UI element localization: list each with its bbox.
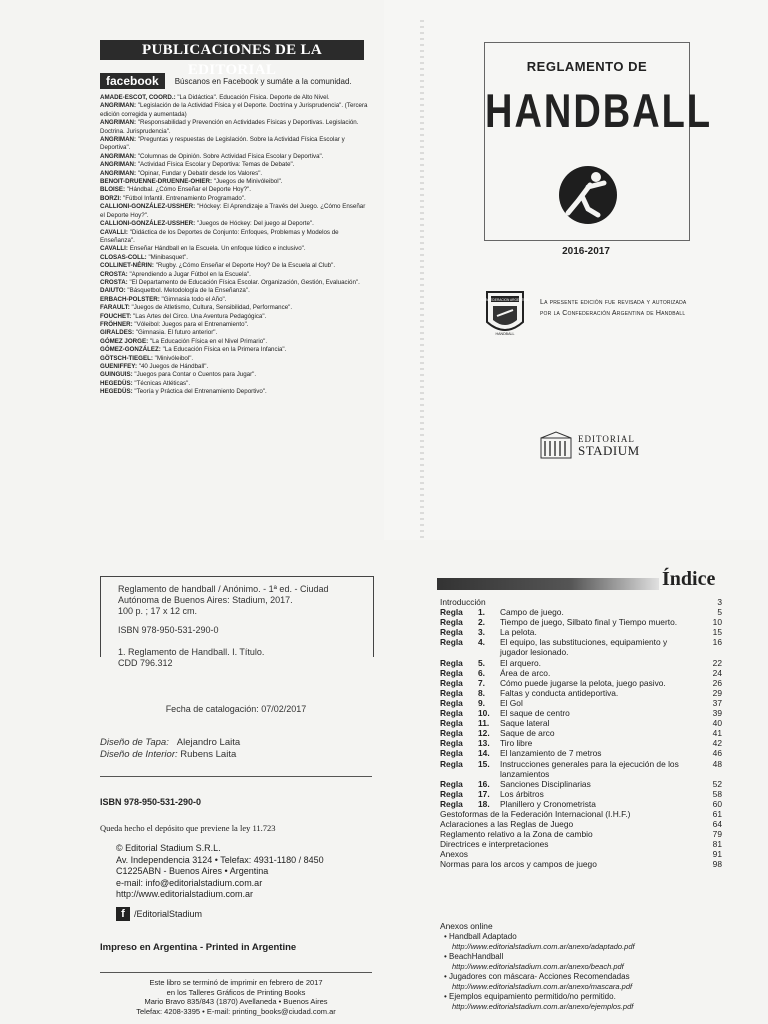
annex-link[interactable]: http://www.editorialstadium.com.ar/anexo/beach.pdf — [452, 962, 624, 971]
publication-item: ERBACH-POLSTER: "Gimnasia todo el Año". — [100, 295, 227, 303]
toc-entry: Regla 3. La pelota. 15 — [440, 627, 722, 638]
annexes-title: Anexos online — [440, 921, 493, 931]
publication-item: GÖTSCH-TIEGEL: "Minivóleibol". — [100, 354, 194, 362]
facebook-text: Búscanos en Facebook y sumáte a la comunidad. — [174, 76, 352, 86]
toc-entry: Reglamento relativo a la Zona de cambio 79 — [440, 829, 722, 840]
colophon: Este libro se terminó de imprimir en febrero de 2017 en los Talleres Gráficos de Printing Books Mario Bravo 835/843 (1870) Avellaneda • Buenos Aires Telefax: 4208-3395 • E-mail: printing_books@ciudad.com.ar — [136, 978, 336, 1016]
publication-item: ANGRIMAN: "Opinar, Fundar y Debatir desde los Valores". — [100, 169, 263, 177]
toc-entry: Gestoformas de la Federación Internacional (I.H.F.) 61 — [440, 808, 722, 819]
catalog-subject: 1. Reglamento de Handball. I. Título. — [118, 647, 265, 657]
divider — [100, 776, 372, 777]
approval-note: La presente edición fue revisada y autorizada por la Confederación Argentina de Handball — [540, 299, 687, 317]
publication-item: AMADE-ESCOT, COORD.: "La Didáctica". Educación Física. Deporte de Alto Nivel. — [100, 94, 330, 101]
editorial-label: EDITORIAL — [578, 434, 635, 444]
stadium-label: STADIUM — [578, 443, 640, 458]
publication-item: CAVALLI: Enseñar Hándball en la Escuela. Un enfoque lúdico e inclusivo". — [100, 245, 306, 253]
annex-link[interactable]: http://www.editorialstadium.com.ar/anexo/adaptado.pdf — [452, 942, 635, 951]
annex-link[interactable]: http://www.editorialstadium.com.ar/anexo/ejemplos.pdf — [452, 1002, 634, 1011]
publication-item: ANGRIMAN: "Legislación de la Actividad Física y el Deporte. Doctrina y Jurisprudencia". (Tercera edición corregida y aumentada) — [100, 102, 368, 118]
interior-design-credit: Diseño de Interior: Rubens Laita — [100, 749, 237, 760]
toc-entry: Regla 9. El Gol 37 — [440, 697, 722, 708]
toc-entry: Regla 11. Saque lateral 40 — [440, 718, 722, 729]
catalog-date: Fecha de catalogación: 07/02/2017 — [165, 704, 307, 714]
publication-item: HEGEDÜS: "Teoría y Práctica del Entrenamiento Deportivo". — [100, 388, 267, 396]
legal-deposit: Queda hecho el depósito que previene la ley 11.723 — [100, 823, 276, 833]
facebook-row — [100, 73, 352, 89]
facebook-handle: /EditorialStadium — [134, 909, 203, 919]
catalog-entry: Reglamento de handball / Anónimo. - 1ª ed. - Ciudad Autónoma de Buenos Aires: Stadium, 2017. — [118, 584, 329, 605]
online-annexes — [440, 921, 740, 1012]
annex-item: • Handball Adaptado — [444, 932, 517, 941]
publication-item: ANGRIMAN: "Actividad Física Escolar y Deportiva: Temas de Debate". — [100, 161, 295, 169]
publication-item: FRÖHNER: "Vóleibol: Juegos para el Entrenamiento". — [100, 320, 249, 328]
cover-year: 2016-2017 — [562, 246, 610, 257]
toc-entry: Regla 12. Saque de arco 41 — [440, 728, 722, 739]
publication-item: GUENIFFEY: "40 Juegos de Hándball". — [100, 363, 209, 370]
toc-entry: Regla 1. Campo de juego. 5 — [440, 607, 722, 618]
toc-entry: Regla 2. Tiempo de juego, Silbato final y Tiempo muerto. 10 — [440, 617, 722, 628]
cah-logo-bottom-text: HANDBALL — [495, 332, 515, 336]
toc-entry: Regla 5. El arquero. 22 — [440, 657, 722, 668]
publication-item: FOUCHET: "Las Artes del Circo. Una Aventura Pedagógica". — [100, 312, 267, 320]
toc-entry: Regla 10. El saque de centro 39 — [440, 708, 722, 719]
catalog-isbn: ISBN 978-950-531-290-0 — [118, 625, 219, 635]
facebook-logo: facebook — [100, 73, 165, 89]
publications-header: PUBLICACIONES DE LA EDITORIAL — [100, 40, 364, 60]
publication-item: BENOIT-DRUENNE-DRUENNE-OHIER: "Juegos de Minivóleibol". — [100, 178, 283, 186]
publication-item: ANGRIMAN: "Responsabilidad y Prevención en Actividades Físicas y Deportivas. Legislación. Doctrina. Jurisprudencia". — [100, 119, 359, 135]
publication-item: CALLIONI-GONZÁLEZ-USSHER: "Juegos de Hóckey: Del juego al Deporte". — [100, 220, 314, 228]
toc-entry: Aclaraciones a las Reglas de Juego 64 — [440, 819, 722, 830]
facebook-handle-row — [116, 907, 202, 921]
catalog-text — [118, 584, 368, 669]
toc-entry: Anexos 91 — [440, 849, 722, 860]
toc-entry: Regla 17. Los árbitros 58 — [440, 788, 722, 799]
toc-entry: Introducción 3 — [440, 597, 722, 607]
publication-item: BORZI: "Fútbol Infantil. Entrenamiento Programado". — [100, 194, 246, 202]
cover-title: HANDBALL — [485, 85, 713, 139]
publication-item: GÓMEZ-GONZÁLEZ: "La Educación Física en la Primera Infancia". — [100, 346, 287, 354]
toc-entry: Normas para los arcos y campos de juego 98 — [440, 859, 722, 870]
index-title-bar — [437, 578, 659, 590]
toc-entry: Regla 13. Tiro libre 42 — [440, 738, 722, 749]
toc-entry: Regla 15. Instrucciones generales para la ejecución de los lanzamientos 48 — [440, 758, 722, 779]
printed-in: Impreso en Argentina - Printed in Argentine — [100, 942, 297, 953]
handball-player-icon — [558, 165, 618, 225]
toc-entry: Directrices e interpretaciones 81 — [440, 839, 722, 850]
cover-design-credit: Diseño de Tapa: Alejandro Laita — [100, 737, 241, 748]
editorial-stadium-logo — [540, 430, 640, 460]
toc-entry: Regla 6. Área de arco. 24 — [440, 667, 722, 678]
divider — [100, 972, 372, 973]
table-of-contents — [440, 597, 722, 870]
publication-item: GUINGUIS: "Juegos para Contar o Cuentos para Jugar". — [100, 371, 257, 379]
publication-item: GÓMEZ JORGE: "La Educación Física en el Nivel Primario". — [100, 337, 268, 345]
toc-entry: Regla 4. El equipo, las substituciones, equipamiento y jugador lesionado. 16 — [440, 637, 722, 658]
binding-gutter — [420, 20, 424, 540]
publication-item: CROSTA: "Aprendiendo a Jugar Fútbol en la Escuela". — [100, 270, 251, 278]
annex-item: • BeachHandball — [444, 952, 504, 961]
publication-item: DAIUTO: "Básquetbol. Metodología de la Enseñanza". — [100, 287, 250, 295]
index-title: Índice — [662, 568, 716, 590]
isbn: ISBN 978-950-531-290-0 — [100, 797, 202, 807]
annex-item: • Ejemplos equipamiento permitido/no permitido. — [444, 992, 616, 1001]
publication-item: FARAULT: "Juegos de Atletismo, Cultura, Sensibilidad, Performance". — [100, 304, 293, 312]
publication-item: BLOISE: "Hándbal. ¿Cómo Enseñar el Deporte Hoy?". — [100, 186, 251, 194]
publication-item: HEGEDÜS: "Técnicas Atléticas". — [100, 379, 191, 387]
catalog-size: 100 p. ; 17 x 12 cm. — [118, 606, 198, 616]
publication-item: GIRALDES: "Gimnasia. El futuro anterior". — [100, 329, 218, 337]
publisher-address: © Editorial Stadium S.R.L. Av. Independencia 3124 • Telefax: 4931-1180 / 8450 C1225ABN - Buenos Aires • Argentina e-mail: info@editorialstadium.com.ar http://www.editorialstadium.com.ar — [116, 843, 324, 899]
facebook-icon: f — [116, 907, 130, 921]
cover-subtitle: REGLAMENTO DE — [526, 59, 648, 74]
publication-item: CLOSAS-COLL: "Minibasquet". — [100, 253, 188, 261]
publication-item: CROSTA: "El Departamento de Educación Física Escolar. Organización, Gestión, Evaluación". — [100, 278, 360, 286]
publication-item: CAVALLI: "Didáctica de los Deportes de Conjunto: Enfoques, Problemas y Modelos de Enseñanza". — [100, 228, 339, 244]
catalog-cdd: CDD 796.312 — [118, 658, 173, 668]
cah-shield-icon — [481, 290, 529, 338]
toc-entry: Regla 14. El lanzamiento de 7 metros 46 — [440, 748, 722, 759]
publications-list — [100, 94, 370, 397]
toc-entry: Regla 16. Sanciones Disciplinarias 52 — [440, 778, 722, 789]
toc-entry: Regla 7. Cómo puede jugarse la pelota, juego pasivo. 26 — [440, 677, 722, 688]
publication-item: ANGRIMAN: "Preguntas y respuestas de Legislación. Sobre la Actividad Física Escolar y Deportiva". — [100, 136, 345, 152]
annex-item: • Jugadores con máscara- Acciones Recomendadas — [444, 972, 630, 981]
toc-entry: Regla 8. Faltas y conducta antideportiva. 29 — [440, 687, 722, 698]
publication-item: COLLINET-NÉRIN: "Rugby. ¿Cómo Enseñar el Deporte Hoy? De la Escuela al Club". — [100, 262, 336, 270]
annex-link[interactable]: http://www.editorialstadium.com.ar/anexo/mascara.pdf — [452, 982, 633, 991]
toc-entry: Regla 18. Planillero y Cronometrista 60 — [440, 798, 722, 809]
cah-logo-top-text: CONFEDERACION ARGENTINA — [481, 298, 529, 302]
stadium-building-icon — [540, 430, 572, 460]
publication-item: ANGRIMAN: "Columnas de Opinión. Sobre Actividad Física Escolar y Deportiva". — [100, 152, 324, 160]
publication-item: CALLIONI-GONZÁLEZ-USSHER: "Hóckey: El Aprendizaje a Través del Juego. ¿Cómo Enseñar el Deporte Hoy?". — [100, 203, 366, 219]
